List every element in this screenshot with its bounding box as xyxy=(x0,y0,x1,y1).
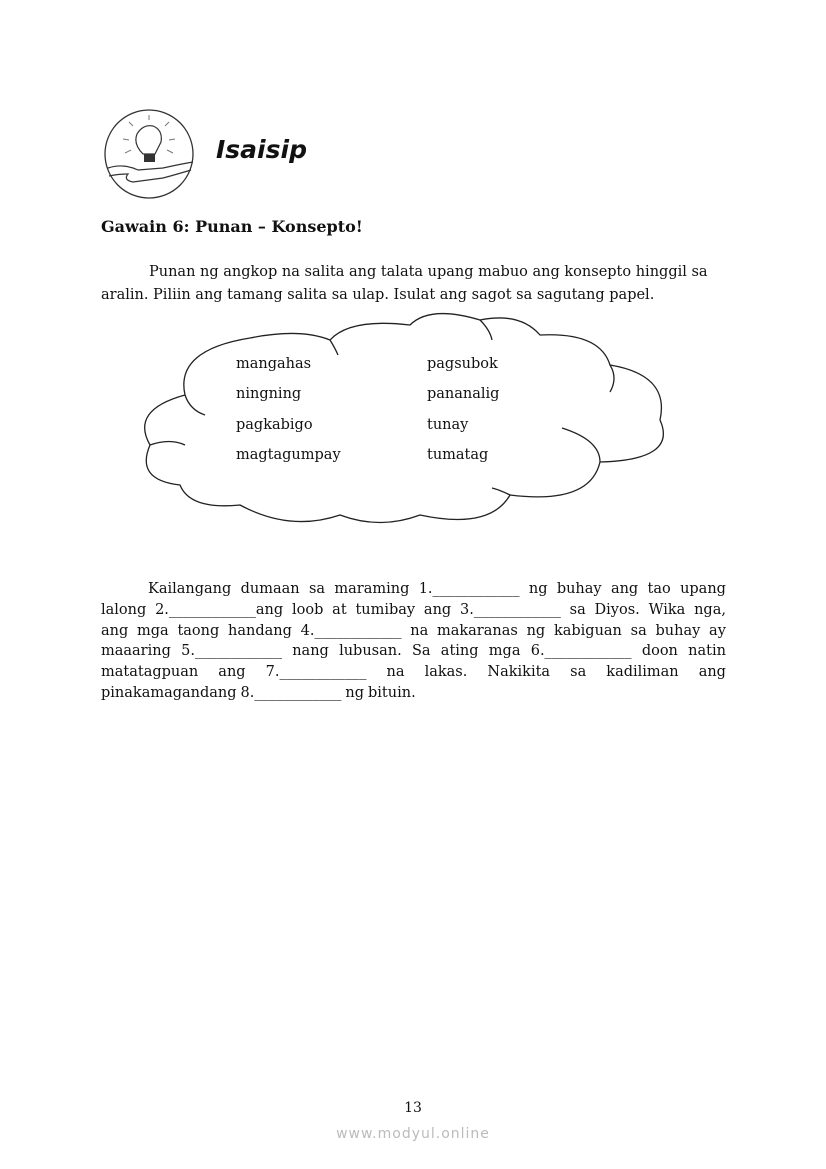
paragraph-word: maaaring xyxy=(101,643,171,659)
word-bank-item: tumatag xyxy=(427,447,489,463)
answer-blank: 3.____________ xyxy=(459,602,561,618)
answer-blank: 1.____________ xyxy=(418,581,520,597)
paragraph-word: ng xyxy=(528,581,548,597)
paragraph-word: Wika xyxy=(648,602,686,618)
paragraph-word: buhay xyxy=(556,581,602,597)
paragraph-word: handang xyxy=(228,623,292,639)
paragraph-word: Sa xyxy=(411,643,431,659)
word-bank-cloud xyxy=(130,310,680,535)
paragraph-word: lubusan. xyxy=(339,643,402,659)
answer-blank: 4.____________ xyxy=(300,623,402,639)
paragraph-line xyxy=(101,623,726,639)
paragraph-word: sa xyxy=(308,581,326,597)
paragraph-word: Diyos. xyxy=(594,602,640,618)
paragraph-word: natin xyxy=(688,643,726,659)
instructions-line-1: Punan ng angkop na salita ang talata upang mabuo ang konsepto hinggil sa xyxy=(149,264,708,280)
paragraph-word: tumibay xyxy=(355,602,416,618)
paragraph-word: tao xyxy=(647,581,671,597)
paragraph-line xyxy=(148,581,726,597)
paragraph-word: mga xyxy=(137,623,169,639)
paragraph-word: ang xyxy=(423,602,452,618)
paragraph-word: mga xyxy=(488,643,521,659)
paragraph-word: at xyxy=(332,602,347,618)
lightbulb-hand-icon xyxy=(103,108,195,200)
paragraph-word: nga, xyxy=(694,602,726,618)
word-bank-item: pagkabigo xyxy=(236,417,313,433)
paragraph-line xyxy=(101,664,726,680)
paragraph-word: lalong xyxy=(101,602,147,618)
word-bank-item: ningning xyxy=(236,386,302,402)
section-title: Isaisip xyxy=(216,135,307,164)
paragraph-word: taong xyxy=(177,623,220,639)
word-bank-item: mangahas xyxy=(236,356,312,372)
paragraph-word: na xyxy=(410,623,429,639)
instructions-line-2: aralin. Piliin ang tamang salita sa ulap. Isulat ang sagot sa sagutang papel. xyxy=(101,287,655,303)
paragraph-word: ng xyxy=(345,685,365,701)
paragraph-word: ang xyxy=(610,581,639,597)
paragraph-line xyxy=(101,685,726,701)
word-bank-item: pagsubok xyxy=(427,356,498,372)
page-number: 13 xyxy=(404,1100,422,1116)
paragraph-word: doon xyxy=(641,643,678,659)
paragraph-word: lakas. xyxy=(424,664,468,680)
paragraph-word: na xyxy=(386,664,405,680)
answer-blank: 7.____________ xyxy=(265,664,367,680)
paragraph-word: ang xyxy=(218,664,246,680)
paragraph-word: loob xyxy=(291,602,324,618)
paragraph-word: kadiliman xyxy=(606,664,679,680)
paragraph-word: ng xyxy=(526,623,546,639)
word-bank-item: pananalig xyxy=(427,386,500,402)
paragraph-word: dumaan xyxy=(240,581,300,597)
answer-blank: 5.____________ xyxy=(181,643,282,659)
watermark: www.modyul.online xyxy=(336,1126,490,1142)
paragraph-word: sa xyxy=(570,664,587,680)
paragraph-word: sa xyxy=(630,623,647,639)
paragraph-word: bituin. xyxy=(368,685,416,701)
paragraph-word: ay xyxy=(709,623,726,639)
paragraph-line xyxy=(101,602,726,618)
paragraph-word: pinakamagandang xyxy=(101,685,237,701)
paragraph-word: Kailangang xyxy=(148,581,232,597)
paragraph-word: sa xyxy=(569,602,586,618)
word-bank-item: tunay xyxy=(427,417,469,433)
paragraph-word: ang xyxy=(698,664,726,680)
paragraph-line xyxy=(101,643,726,659)
answer-blank: 2.____________ang xyxy=(155,602,284,618)
paragraph-word: maraming xyxy=(334,581,410,597)
activity-title: Gawain 6: Punan – Konsepto! xyxy=(101,217,363,236)
answer-blank: 6.____________ xyxy=(530,643,632,659)
paragraph-word: makaranas xyxy=(436,623,518,639)
paragraph-word: ang xyxy=(101,623,129,639)
paragraph-word: matatagpuan xyxy=(101,664,199,680)
paragraph-word: ating xyxy=(440,643,479,659)
answer-blank: 8.____________ xyxy=(240,685,342,701)
paragraph-word: nang xyxy=(292,643,329,659)
paragraph-word: kabiguan xyxy=(553,623,622,639)
paragraph-word: upang xyxy=(680,581,726,597)
word-bank-item: magtagumpay xyxy=(236,447,341,463)
paragraph-word: buhay xyxy=(655,623,701,639)
paragraph-word: Nakikita xyxy=(487,664,551,680)
